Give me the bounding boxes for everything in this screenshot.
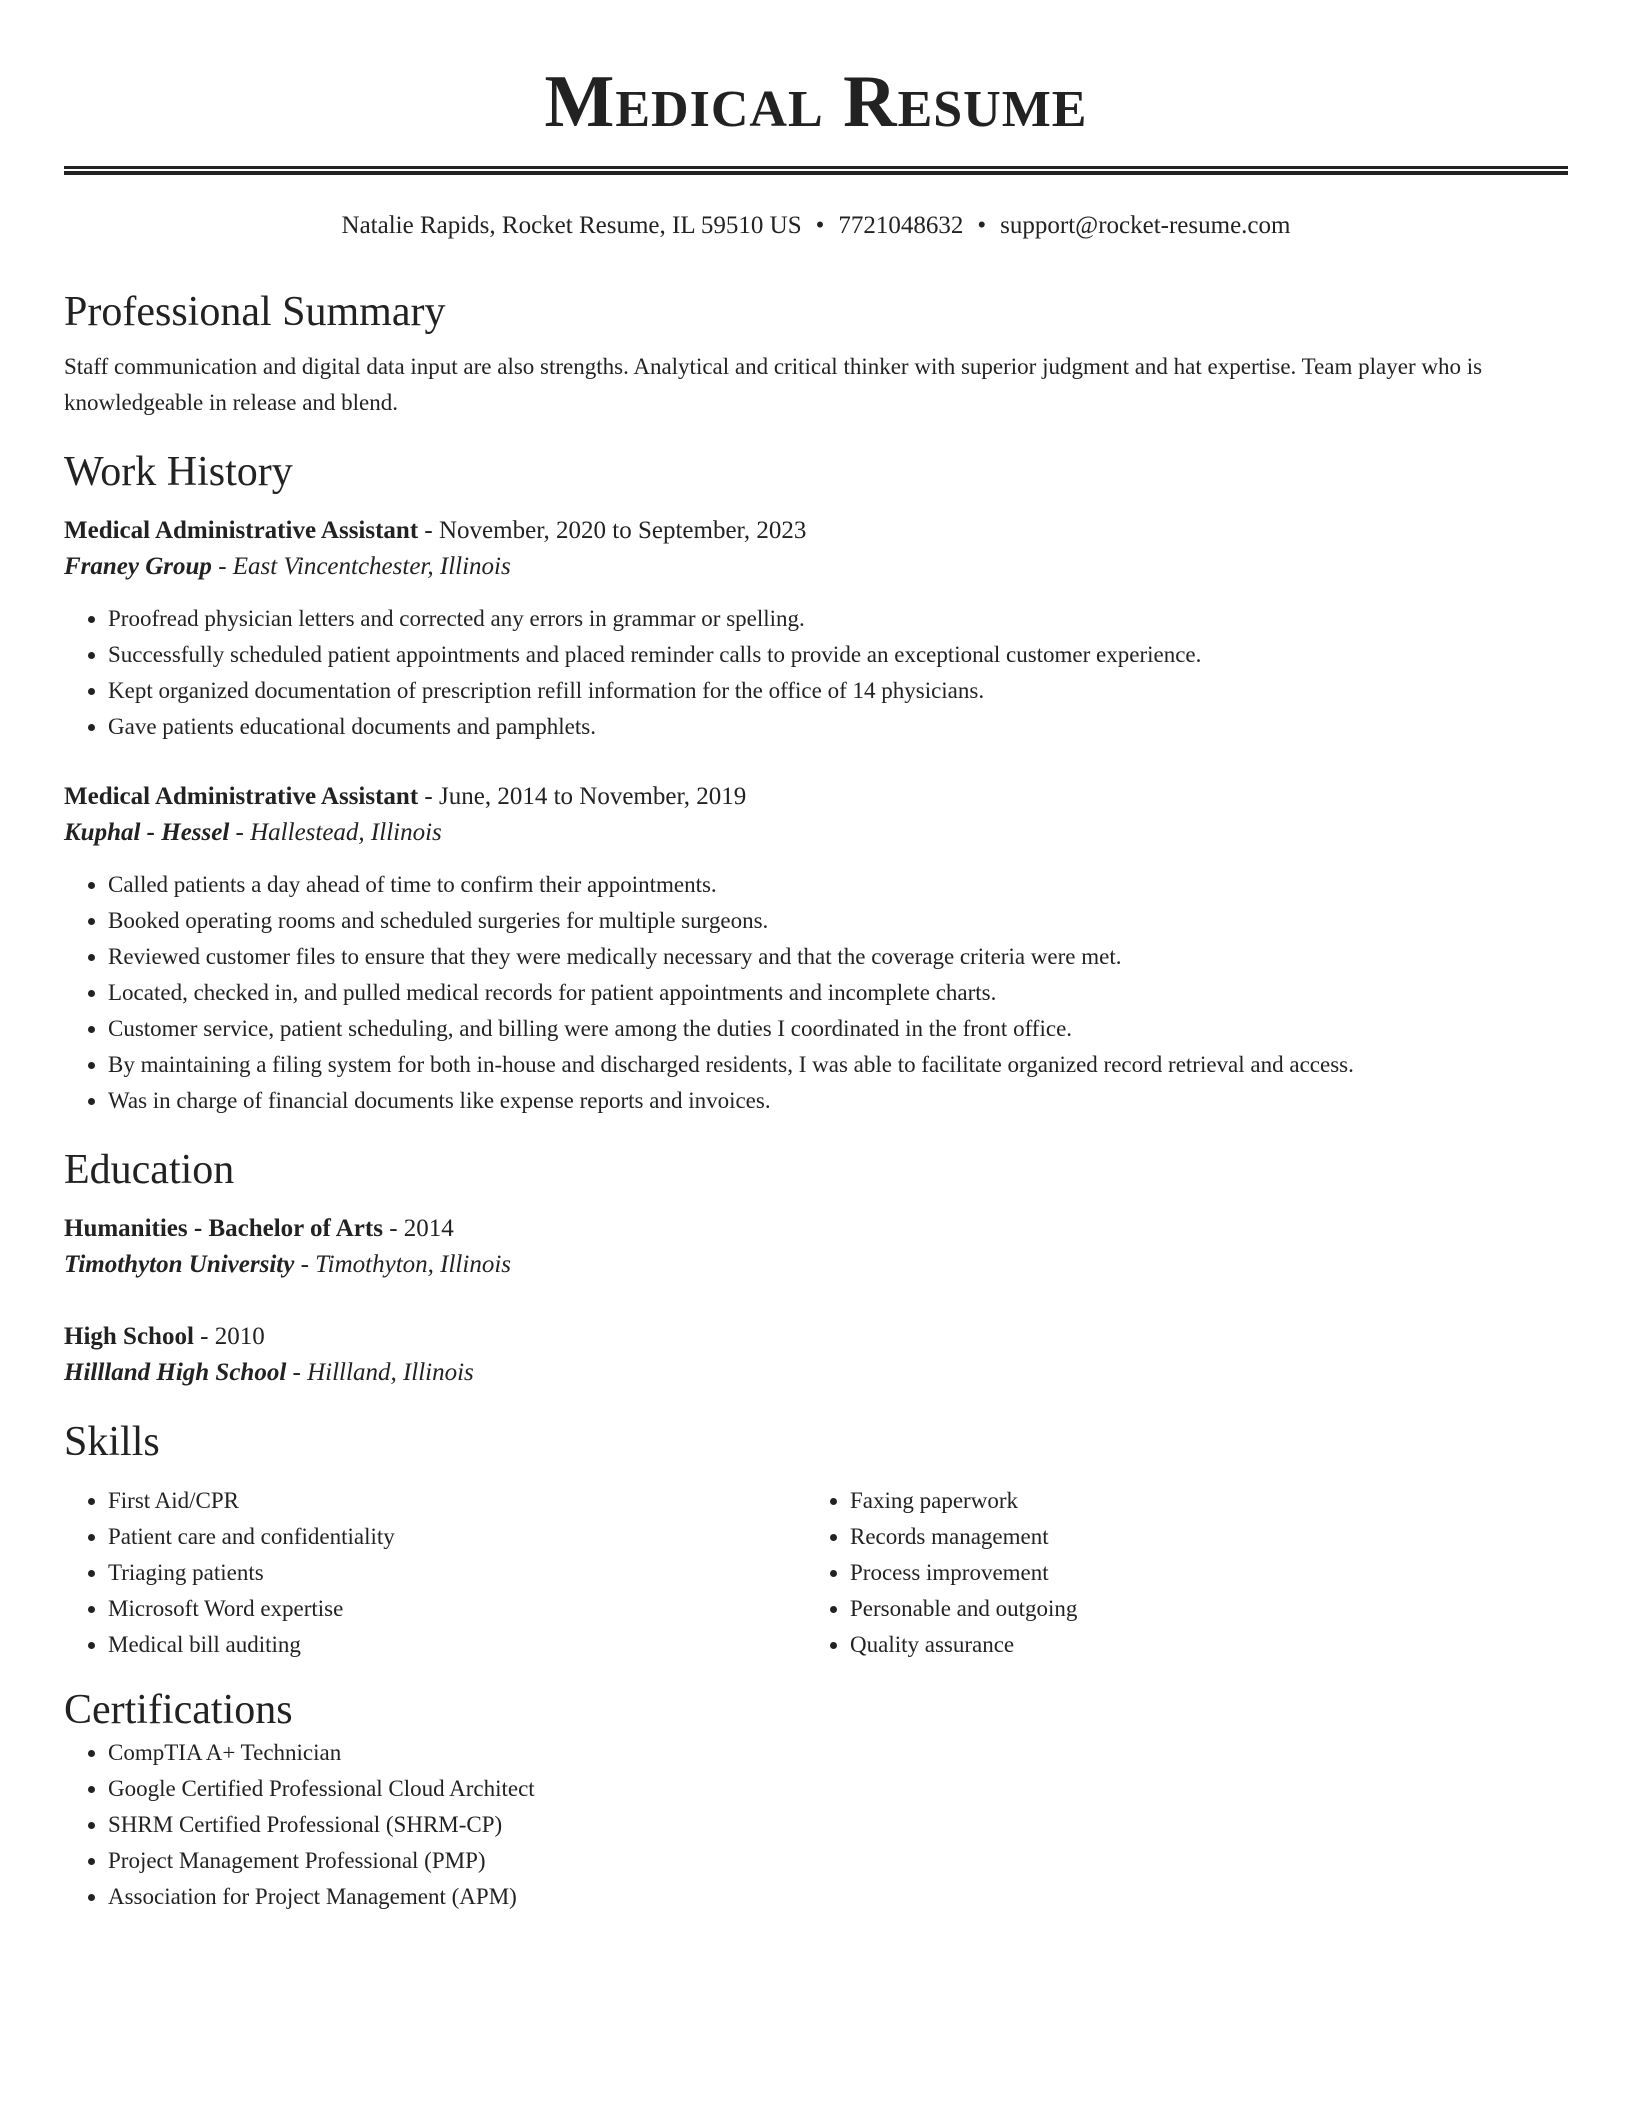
job-location: - East Vincentchester, Illinois bbox=[211, 553, 511, 580]
contact-line bbox=[64, 209, 1568, 243]
school-location: - Hillland, Illinois bbox=[286, 1359, 474, 1386]
job-header bbox=[64, 513, 1568, 549]
list-item: • SHRM Certified Professional (SHRM-CP) bbox=[108, 1807, 1568, 1843]
degree-line bbox=[64, 1319, 1568, 1355]
list-item: • Process improvement bbox=[850, 1555, 1548, 1591]
job-entry bbox=[64, 779, 1568, 1119]
work-history-heading: Work History bbox=[64, 449, 293, 495]
job-location: - Hallestead, Illinois bbox=[229, 819, 442, 846]
degree-name: Humanities - Bachelor of Arts bbox=[64, 1215, 383, 1242]
list-item: • Called patients a day ahead of time to confirm their appointments. bbox=[108, 867, 1568, 903]
list-item: • Quality assurance bbox=[850, 1627, 1548, 1663]
education-heading: Education bbox=[64, 1147, 235, 1193]
list-item: • Microsoft Word expertise bbox=[108, 1591, 806, 1627]
list-item: • Faxing paperwork bbox=[850, 1483, 1548, 1519]
job-entry bbox=[64, 513, 1568, 745]
list-item: • Personable and outgoing bbox=[850, 1591, 1548, 1627]
degree-year: - 2010 bbox=[193, 1323, 265, 1350]
contact-address: Natalie Rapids, Rocket Resume, IL 59510 US bbox=[341, 212, 802, 239]
list-item: • Located, checked in, and pulled medical records for patient appointments and incomplete charts. bbox=[108, 975, 1568, 1011]
job-title: Medical Administrative Assistant bbox=[64, 517, 419, 544]
degree-name: High School bbox=[64, 1323, 194, 1350]
list-item: • Patient care and confidentiality bbox=[108, 1519, 806, 1555]
degree-year: - 2014 bbox=[382, 1215, 454, 1242]
school-location: - Timothyton, Illinois bbox=[294, 1251, 512, 1278]
list-item: • Google Certified Professional Cloud Architect bbox=[108, 1771, 1568, 1807]
list-item: • Association for Project Management (APM) bbox=[108, 1879, 1568, 1915]
list-item: • Was in charge of financial documents like expense reports and invoices. bbox=[108, 1083, 1568, 1119]
education-entry bbox=[64, 1211, 1568, 1283]
page-title: Medical Resume bbox=[544, 61, 1088, 143]
list-item: • Medical bill auditing bbox=[108, 1627, 806, 1663]
skills-column-right bbox=[806, 1483, 1548, 1663]
skills-list bbox=[806, 1483, 1548, 1663]
education-section bbox=[64, 1145, 1568, 1391]
skills-grid bbox=[64, 1483, 1568, 1663]
contact-email: support@rocket-resume.com bbox=[1000, 212, 1291, 239]
job-title: Medical Administrative Assistant bbox=[64, 783, 419, 810]
certifications-heading: Certifications bbox=[64, 1687, 293, 1733]
school-name: Hillland High School bbox=[64, 1359, 287, 1386]
job-employer bbox=[64, 815, 1568, 851]
job-header bbox=[64, 779, 1568, 815]
job-company: Franey Group bbox=[64, 553, 212, 580]
job-duties-list bbox=[64, 601, 1568, 745]
certifications-list bbox=[64, 1735, 1568, 1915]
job-company: Kuphal - Hessel bbox=[64, 819, 230, 846]
list-item: • Successfully scheduled patient appointments and placed reminder calls to provide an exceptional customer experience. bbox=[108, 637, 1568, 673]
list-item: • Reviewed customer files to ensure that they were medically necessary and that the coverage criteria were met. bbox=[108, 939, 1568, 975]
skills-heading: Skills bbox=[64, 1419, 160, 1465]
certifications-section bbox=[64, 1685, 1568, 1915]
job-duties-list bbox=[64, 867, 1568, 1119]
school-line bbox=[64, 1247, 1568, 1283]
degree-line bbox=[64, 1211, 1568, 1247]
summary-section bbox=[64, 287, 1568, 421]
list-item: • Triaging patients bbox=[108, 1555, 806, 1591]
work-history-section bbox=[64, 447, 1568, 1119]
title-double-rule bbox=[64, 166, 1568, 175]
skills-column-left bbox=[64, 1483, 806, 1663]
list-item: • CompTIA A+ Technician bbox=[108, 1735, 1568, 1771]
contact-separator: • bbox=[815, 212, 825, 239]
skills-section bbox=[64, 1417, 1568, 1663]
list-item: • Records management bbox=[850, 1519, 1548, 1555]
skills-list bbox=[64, 1483, 806, 1663]
job-dates: - June, 2014 to November, 2019 bbox=[418, 783, 747, 810]
job-employer bbox=[64, 549, 1568, 585]
list-item: • Customer service, patient scheduling, and billing were among the duties I coordinated in the front office. bbox=[108, 1011, 1568, 1047]
list-item: • First Aid/CPR bbox=[108, 1483, 806, 1519]
school-line bbox=[64, 1355, 1568, 1391]
list-item: • Gave patients educational documents and pamphlets. bbox=[108, 709, 1568, 745]
contact-phone: 7721048632 bbox=[838, 212, 964, 239]
education-entry bbox=[64, 1319, 1568, 1391]
list-item: • Proofread physician letters and corrected any errors in grammar or spelling. bbox=[108, 601, 1568, 637]
school-name: Timothyton University bbox=[64, 1251, 295, 1278]
list-item: • Kept organized documentation of prescription refill information for the office of 14 physicians. bbox=[108, 673, 1568, 709]
summary-text: Staff communication and digital data input are also strengths. Analytical and critical thinker with superior judgment and hat expertise. Team player who is knowledgeable in release and blend. bbox=[64, 354, 1483, 415]
contact-separator: • bbox=[977, 212, 987, 239]
list-item: • Booked operating rooms and scheduled surgeries for multiple surgeons. bbox=[108, 903, 1568, 939]
summary-heading: Professional Summary bbox=[64, 289, 446, 335]
list-item: • Project Management Professional (PMP) bbox=[108, 1843, 1568, 1879]
job-dates: - November, 2020 to September, 2023 bbox=[418, 517, 807, 544]
list-item: • By maintaining a filing system for both in-house and discharged residents, I was able to facilitate organized record retrieval and access. bbox=[108, 1047, 1568, 1083]
